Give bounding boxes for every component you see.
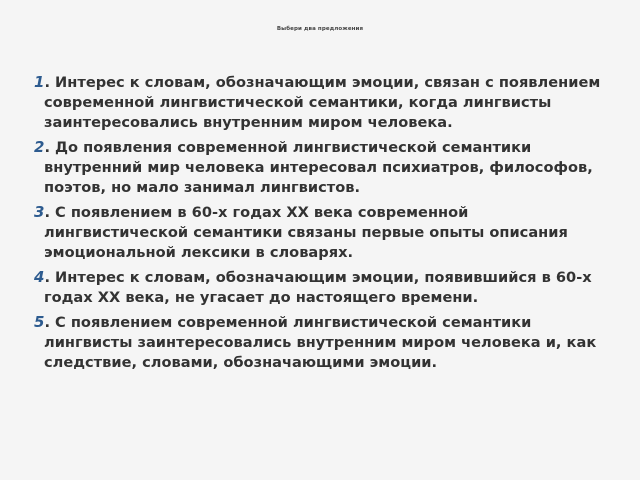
sentence-text-4: . Интерес к словам, обозначающим эмоции, появившийся в 60-х годах XX века, не угасает до настоящего времени. [44,269,592,306]
sentence-text-3: . С появлением в 60-х годах XX века современной лингвистической семантики связаны первые опыты описания эмоциональной лексики в словарях. [44,204,568,261]
sentence-number-2: 2 [34,138,45,156]
sentence-item-1 [34,72,614,133]
sentence-number-5: 5 [34,313,45,331]
sentence-item-3 [34,202,614,263]
sentence-number-1: 1 [34,73,45,91]
sentence-text-5: . С появлением современной лингвистической семантики лингвисты заинтересовались внутренним миром человека и, как следствие, словами, обозначающими эмоции. [44,314,597,371]
sentence-text-2: . До появления современной лингвистической семантики внутренний мир человека интересовал психиатров, философов, поэтов, но мало занимал лингвистов. [44,139,593,196]
sentence-item-4 [34,267,614,308]
slide-title: Выбери два предложения [276,26,364,32]
sentence-item-5 [34,312,614,373]
sentence-list [34,72,614,377]
sentence-text-1: . Интерес к словам, обозначающим эмоции, связан с появлением современной лингвистической семантики, когда лингвисты заинтересовались внутренним миром человека. [44,74,601,131]
sentence-number-4: 4 [34,268,45,286]
sentence-number-3: 3 [34,203,45,221]
sentence-item-2 [34,137,614,198]
